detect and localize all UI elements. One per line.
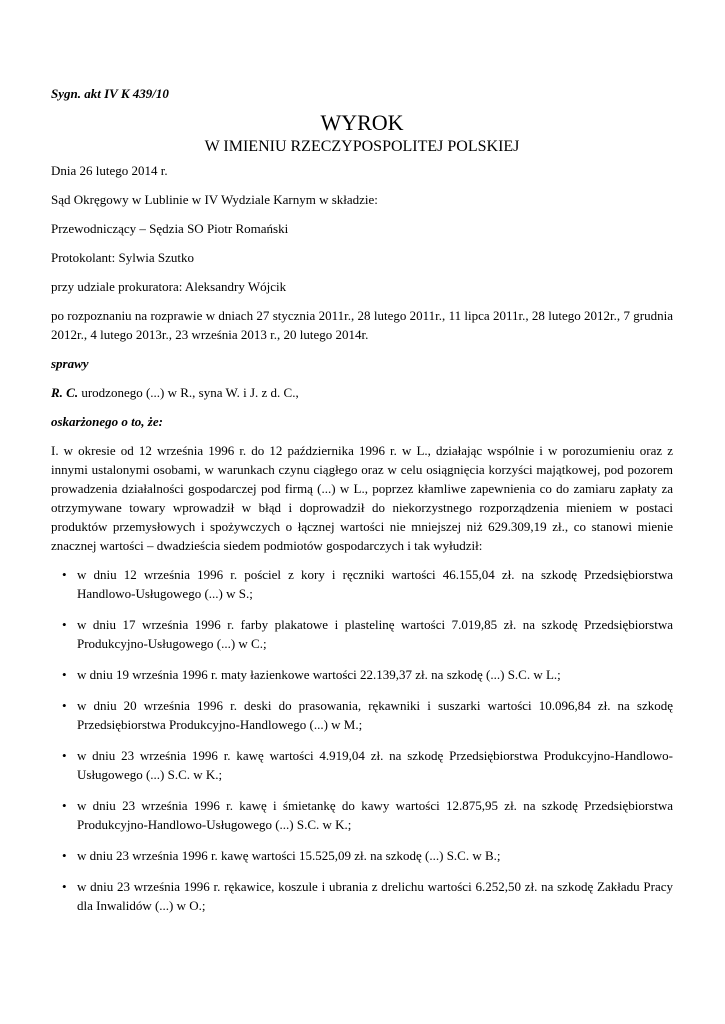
list-item-text: w dniu 23 września 1996 r. kawę wartości 4.919,04 zł. na szkodę Przedsiębiorstwa Produkcyjno-Handlowo-Usługowego (...) S.C. w K.;	[77, 748, 673, 782]
defendant-details: urodzonego (...) w R., syna W. i J. z d. C.,	[78, 385, 299, 400]
list-item	[62, 846, 673, 865]
judgment-date: Dnia 26 lutego 2014 r.	[51, 163, 168, 178]
defendant-line	[51, 383, 673, 402]
document-page	[51, 84, 673, 927]
list-item	[62, 746, 673, 784]
charge-items-list	[51, 565, 673, 915]
bullet-icon: •	[62, 879, 67, 894]
court-composition: Sąd Okręgowy w Lublinie w IV Wydziale Karnym w składzie:	[51, 192, 378, 207]
list-item-text: w dniu 23 września 1996 r. kawę i śmietankę do kawy wartości 12.875,95 zł. na szkodę Przedsiębiorstwa Produkcyjno-Handlowo-Usługowego (...) S.C. w K.;	[77, 798, 673, 832]
list-item-text: w dniu 12 września 1996 r. pościel z kory i ręczniki wartości 46.155,04 zł. na szkodę Przedsiębiorstwa Handlowo-Usługowego (...) w S.;	[77, 567, 673, 601]
charge-text: I. w okresie od 12 września 1996 r. do 12 października 1996 r. w L., działając wspólnie i w porozumieniu oraz z innymi ustalonymi osobami, w warunkach czynu ciągłego oraz w celu osiągnięcia korzyści majątkowej, pod pozorem prowadzenia działalności gospodarczej pod firmą (...) w L., poprzez kłamliwe zapewnienia co do zamiaru zapłaty za otrzymywane towary wprowadził w błąd i doprowadził do niekorzystnego rozporządzenia mieniem w postaci produktów przemysłowych i spożywczych o łącznej wartości nie mniejszej niż 629.309,19 zł., co stanowi mienie znacznej wartości – dwadzieścia siedem podmiotów gospodarczych i tak wyłudził:	[51, 443, 673, 553]
bullet-icon: •	[62, 567, 67, 582]
hearing-dates: po rozpoznaniu na rozprawie w dniach 27 stycznia 2011r., 28 lutego 2011r., 11 lipca 2011r., 28 lutego 2012r., 7 grudnia 2012r., 4 lutego 2013r., 23 września 2013 r., 20 lutego 2014r.	[51, 308, 673, 342]
defendant-name: R. C.	[51, 385, 79, 400]
document-subtitle: W IMIENIU RZECZYPOSPOLITEJ POLSKIEJ	[204, 138, 520, 155]
case-number: Sygn. akt IV K 439/10	[51, 86, 169, 101]
charged-heading: oskarżonego o to, że:	[51, 414, 163, 429]
bullet-icon: •	[62, 667, 67, 682]
list-item	[62, 796, 673, 834]
bullet-icon: •	[62, 698, 67, 713]
list-item	[62, 665, 673, 684]
bullet-icon: •	[62, 848, 67, 863]
bullet-icon: •	[62, 748, 67, 763]
prosecutor: przy udziale prokuratora: Aleksandry Wójcik	[51, 279, 287, 294]
list-item	[62, 615, 673, 653]
presiding-judge: Przewodniczący – Sędzia SO Piotr Romański	[51, 221, 289, 236]
list-item	[62, 565, 673, 603]
list-item-text: w dniu 23 września 1996 r. kawę wartości 15.525,09 zł. na szkodę (...) S.C. w B.;	[77, 848, 501, 863]
case-heading: sprawy	[51, 356, 89, 371]
list-item-text: w dniu 23 września 1996 r. rękawice, koszule i ubrania z drelichu wartości 6.252,50 zł. na szkodę Zakładu Pracy dla Inwalidów (...) w O.;	[77, 879, 673, 913]
bullet-icon: •	[62, 798, 67, 813]
list-item	[62, 877, 673, 915]
list-item-text: w dniu 17 września 1996 r. farby plakatowe i plastelinę wartości 7.019,85 zł. na szkodę Przedsiębiorstwa Produkcyjno-Usługowego (...) w C.;	[77, 617, 673, 651]
document-title: WYROK	[320, 110, 404, 135]
bullet-icon: •	[62, 617, 67, 632]
list-item-text: w dniu 19 września 1996 r. maty łazienkowe wartości 22.139,37 zł. na szkodę (...) S.C. w L.;	[77, 667, 561, 682]
list-item	[62, 696, 673, 734]
court-clerk: Protokolant: Sylwia Szutko	[51, 250, 194, 265]
list-item-text: w dniu 20 września 1996 r. deski do prasowania, rękawniki i suszarki wartości 10.096,84 zł. na szkodę Przedsiębiorstwa Produkcyjno-Handlowego (...) w M.;	[77, 698, 673, 732]
